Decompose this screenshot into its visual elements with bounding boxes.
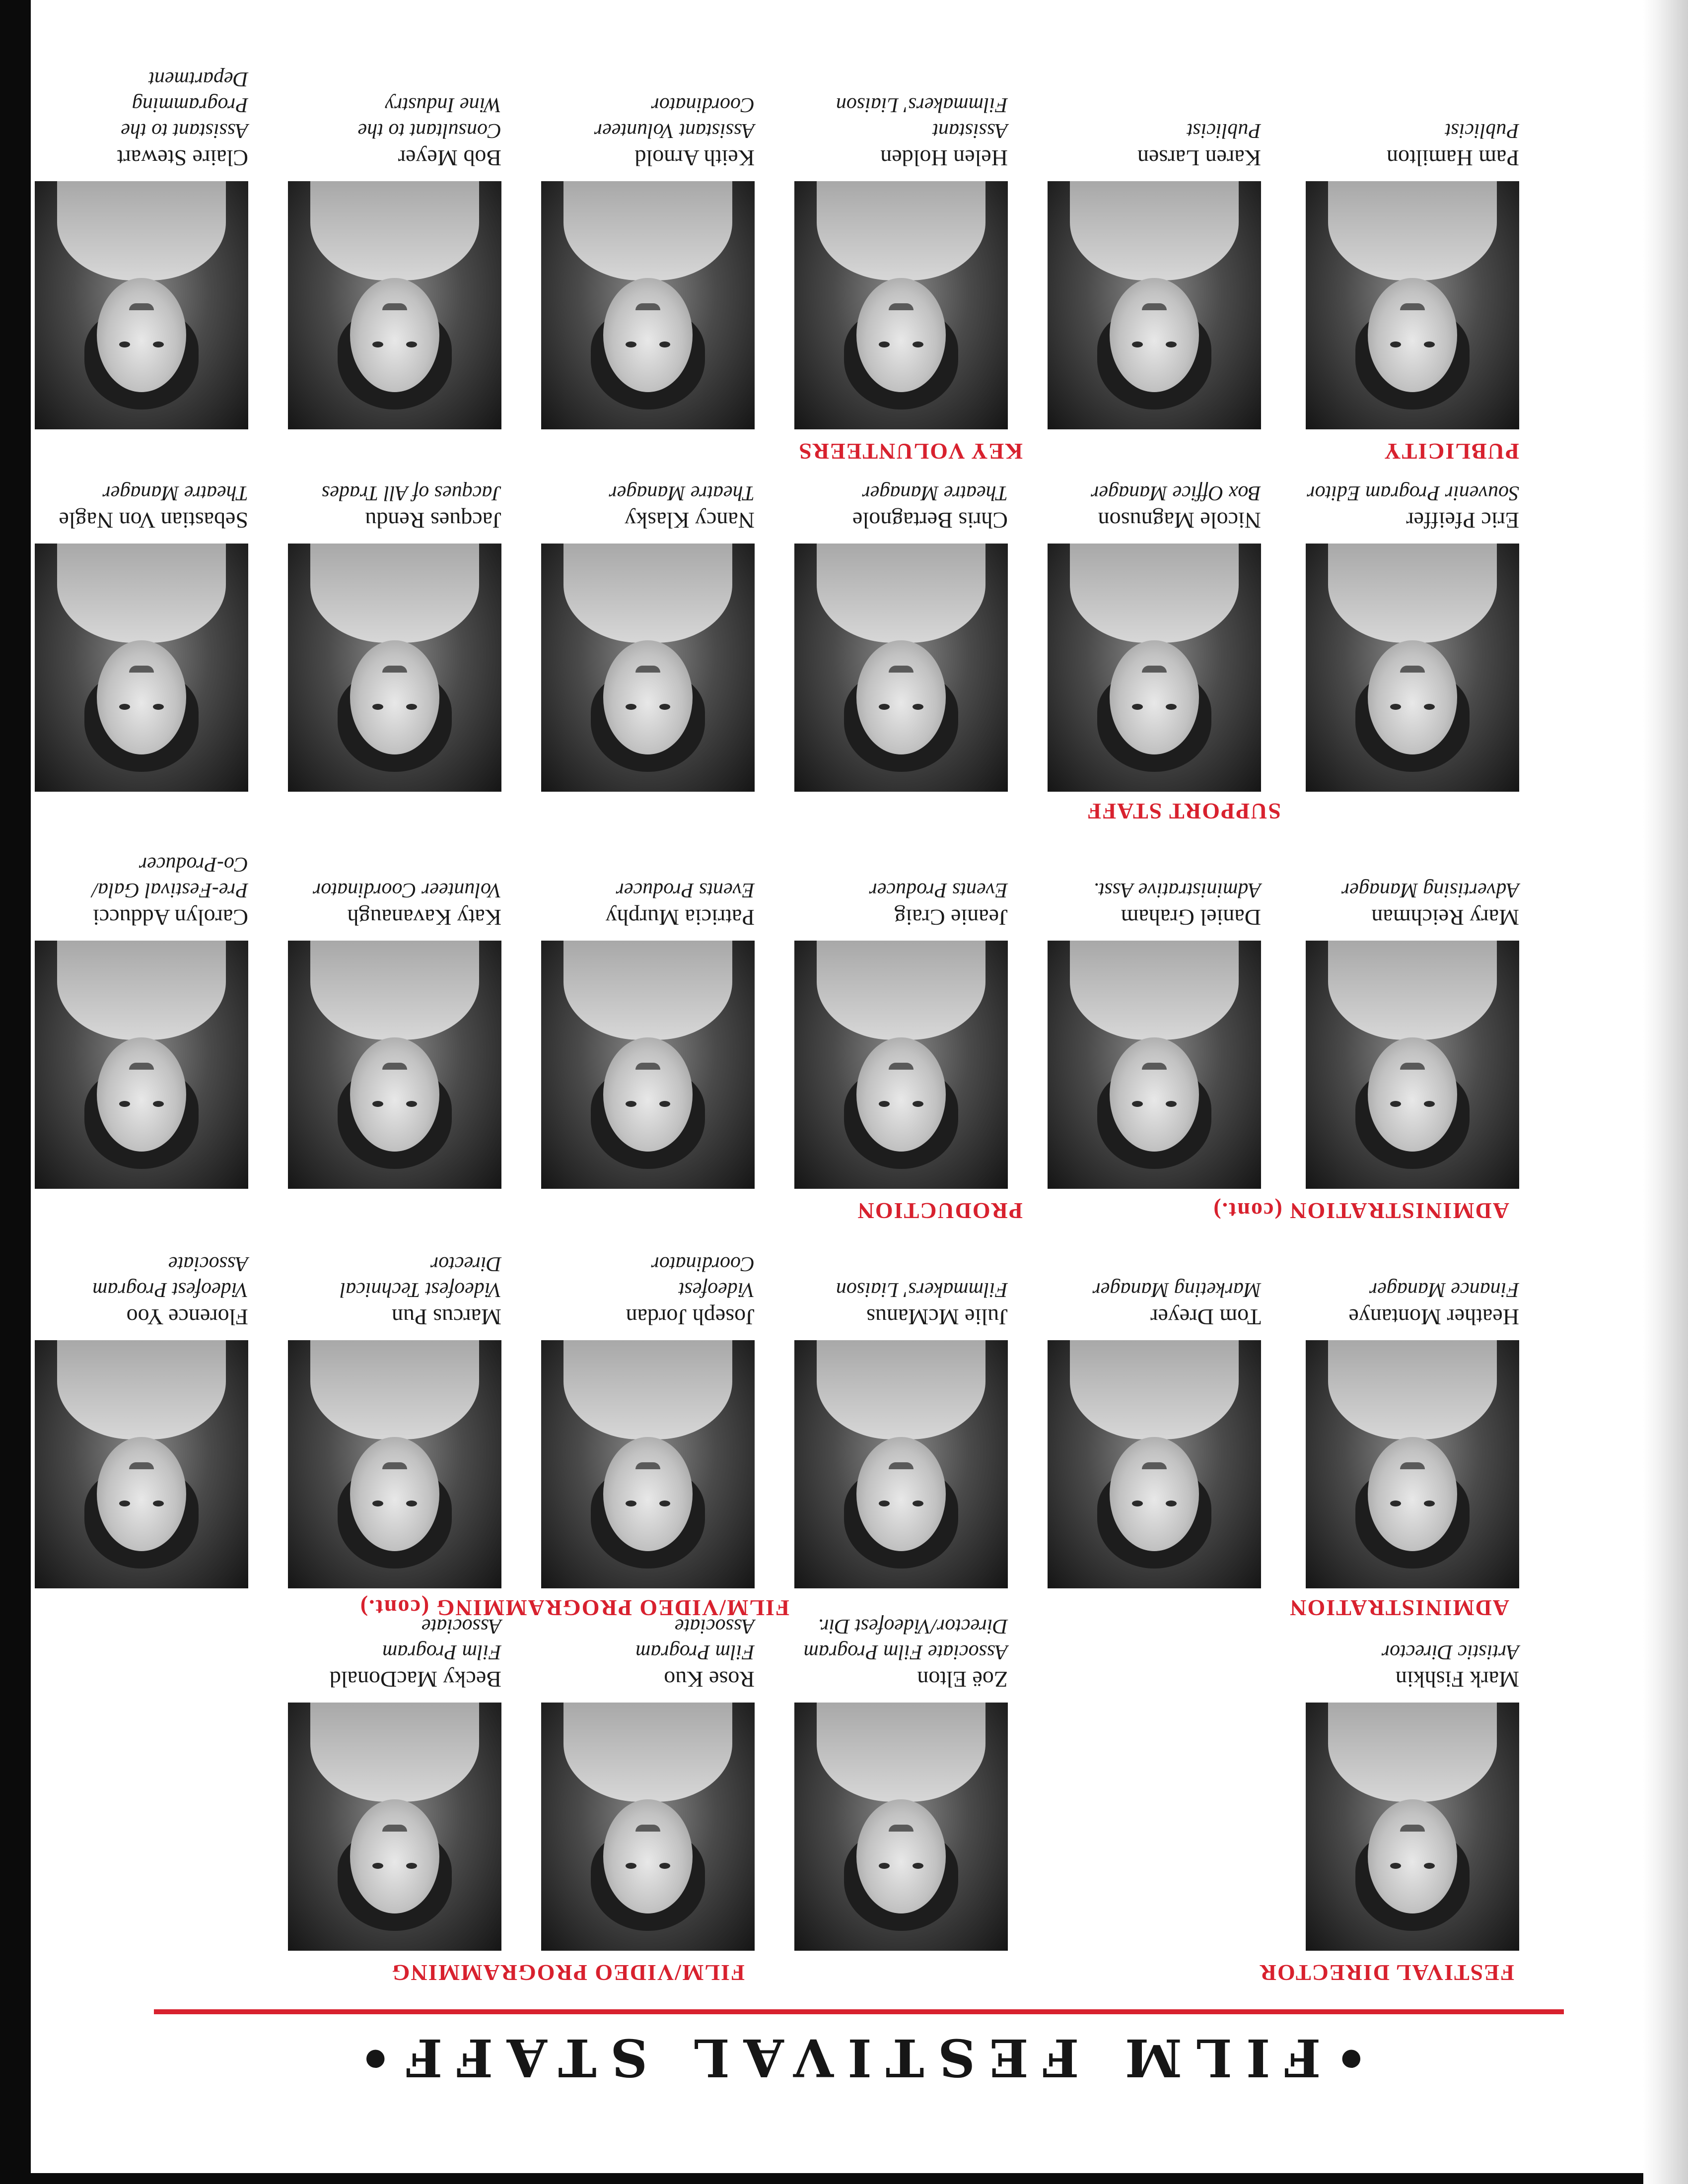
- portrait-head-shape: [603, 1799, 693, 1913]
- staff-name: Tom Dreyer: [1150, 1304, 1261, 1330]
- portrait-eye-shape: [1424, 1101, 1435, 1107]
- portrait-photo: [541, 181, 755, 429]
- portrait-eye-shape: [153, 1101, 164, 1107]
- portrait-torso-shape: [310, 941, 479, 1040]
- portrait-eye-shape: [1424, 1863, 1435, 1869]
- portrait-torso-shape: [1070, 544, 1239, 643]
- portrait-mouth-shape: [382, 1462, 407, 1469]
- portrait-mouth-shape: [635, 666, 660, 673]
- portrait-photo: [1306, 941, 1519, 1189]
- portrait-eye-shape: [372, 704, 383, 710]
- portrait-photo: [35, 544, 248, 792]
- portrait-eye-shape: [153, 704, 164, 710]
- portrait-head-shape: [350, 1799, 439, 1913]
- staff-name: Helen Holden: [880, 145, 1008, 171]
- portrait-eye-shape: [1424, 1501, 1435, 1506]
- portrait-mouth-shape: [129, 1063, 154, 1070]
- portrait-eye-shape: [406, 1501, 417, 1506]
- portrait-eye-shape: [1390, 1863, 1401, 1869]
- staff-name: Julie McManus: [866, 1304, 1008, 1330]
- staff-name: Keith Arnold: [634, 145, 755, 171]
- portrait-torso-shape: [57, 1340, 226, 1439]
- portrait-eye-shape: [1424, 704, 1435, 710]
- page-gutter-shadow: [1643, 0, 1688, 2184]
- portrait-eye-shape: [626, 1101, 636, 1107]
- staff-role: Videofest Technical: [340, 1278, 501, 1301]
- section-administration: ADMINISTRATION: [1289, 1595, 1509, 1621]
- portrait-eye-shape: [913, 1863, 923, 1869]
- staff-name: Karen Larsen: [1137, 145, 1261, 171]
- staff-role: Events Producer: [869, 879, 1008, 901]
- staff-name: Daniel Graham: [1121, 905, 1261, 930]
- section-production: PRODUCTION: [856, 1198, 1023, 1224]
- portrait-head-shape: [603, 278, 693, 392]
- staff-role: Events Producer: [616, 879, 755, 901]
- portrait-eye-shape: [1132, 1101, 1143, 1107]
- portrait-head-shape: [97, 640, 186, 754]
- portrait-eye-shape: [1166, 704, 1177, 710]
- portrait-mouth-shape: [1142, 1462, 1167, 1469]
- staff-name: Jacques Rendu: [365, 508, 501, 533]
- section-festival-director: FESTIVAL DIRECTOR: [1259, 1960, 1514, 1985]
- portrait-eye-shape: [659, 704, 670, 710]
- portrait-torso-shape: [563, 544, 732, 643]
- portrait-head-shape: [1368, 1437, 1457, 1551]
- portrait-eye-shape: [659, 1863, 670, 1869]
- title-rule: [154, 2009, 1564, 2014]
- portrait-mouth-shape: [635, 303, 660, 310]
- staff-name: Katy Kavanaugh: [347, 905, 501, 930]
- portrait-photo: [288, 1703, 501, 1951]
- portrait-torso-shape: [817, 544, 985, 643]
- section-film-video-programming-cont: FILM/VIDEO PROGRAMMING (cont.): [359, 1595, 789, 1621]
- portrait-eye-shape: [372, 1863, 383, 1869]
- staff-name: Mark Fishkin: [1395, 1667, 1519, 1692]
- portrait-mouth-shape: [1400, 1063, 1425, 1070]
- portrait-torso-shape: [563, 1340, 732, 1439]
- portrait-photo: [35, 181, 248, 429]
- staff-role: Assistant Volunteer: [594, 119, 755, 142]
- portrait-mouth-shape: [889, 1825, 914, 1832]
- portrait-eye-shape: [659, 1501, 670, 1506]
- section-key-volunteers: KEY VOLUNTEERS: [798, 439, 1023, 464]
- portrait-photo: [288, 181, 501, 429]
- portrait-torso-shape: [563, 181, 732, 280]
- portrait-photo: [541, 1703, 755, 1951]
- portrait-photo: [1306, 1340, 1519, 1588]
- section-administration-cont: ADMINISTRATION (cont.): [1212, 1198, 1509, 1224]
- staff-name: Pam Hamilton: [1386, 145, 1519, 171]
- portrait-torso-shape: [1328, 941, 1497, 1040]
- staff-name: Becky MacDonald: [329, 1667, 501, 1692]
- portrait-eye-shape: [406, 1101, 417, 1107]
- portrait-head-shape: [1368, 278, 1457, 392]
- portrait-torso-shape: [57, 544, 226, 643]
- portrait-mouth-shape: [889, 1462, 914, 1469]
- portrait-eye-shape: [1390, 704, 1401, 710]
- portrait-eye-shape: [626, 1863, 636, 1869]
- portrait-eye-shape: [119, 704, 130, 710]
- portrait-eye-shape: [372, 341, 383, 347]
- portrait-mouth-shape: [1400, 1825, 1425, 1832]
- portrait-torso-shape: [817, 1340, 985, 1439]
- portrait-eye-shape: [1132, 704, 1143, 710]
- portrait-eye-shape: [913, 341, 923, 347]
- staff-role: Artistic Director: [1381, 1640, 1519, 1663]
- portrait-eye-shape: [879, 1501, 890, 1506]
- portrait-eye-shape: [626, 341, 636, 347]
- staff-role: Theatre Manager: [609, 481, 755, 504]
- staff-name: Nicole Magnuson: [1098, 508, 1261, 533]
- portrait-head-shape: [856, 278, 946, 392]
- portrait-torso-shape: [817, 181, 985, 280]
- portrait-torso-shape: [563, 1703, 732, 1802]
- portrait-photo: [288, 544, 501, 792]
- staff-name: Mary Reichman: [1371, 905, 1519, 930]
- portrait-torso-shape: [310, 1703, 479, 1802]
- scan-edge-right: [0, 0, 31, 2184]
- portrait-head-shape: [1110, 278, 1199, 392]
- portrait-head-shape: [856, 1799, 946, 1913]
- portrait-mouth-shape: [889, 303, 914, 310]
- section-support-staff: SUPPORT STAFF: [1086, 799, 1281, 824]
- staff-name: Zoë Elton: [917, 1667, 1008, 1692]
- portrait-head-shape: [1110, 1037, 1199, 1152]
- staff-role: Assistant: [932, 119, 1008, 142]
- portrait-photo: [1048, 181, 1261, 429]
- staff-role: Associate: [675, 1615, 755, 1638]
- portrait-head-shape: [603, 1037, 693, 1152]
- portrait-eye-shape: [406, 704, 417, 710]
- portrait-torso-shape: [1070, 1340, 1239, 1439]
- portrait-mouth-shape: [635, 1462, 660, 1469]
- portrait-eye-shape: [913, 1101, 923, 1107]
- portrait-head-shape: [350, 1037, 439, 1152]
- portrait-torso-shape: [310, 544, 479, 643]
- staff-role: Coordinator: [651, 1252, 755, 1275]
- portrait-photo: [1306, 544, 1519, 792]
- portrait-photo: [541, 1340, 755, 1588]
- portrait-torso-shape: [1070, 181, 1239, 280]
- section-publicity: PUBLICITY: [1383, 439, 1519, 464]
- staff-role: Director/Videofest Dir.: [818, 1615, 1008, 1638]
- portrait-torso-shape: [563, 941, 732, 1040]
- staff-name: Sebastian Von Nagle: [59, 508, 248, 533]
- portrait-photo: [1306, 1703, 1519, 1951]
- portrait-photo: [1048, 941, 1261, 1189]
- portrait-eye-shape: [1390, 341, 1401, 347]
- portrait-mouth-shape: [1142, 1063, 1167, 1070]
- portrait-head-shape: [1368, 1799, 1457, 1913]
- portrait-eye-shape: [153, 1501, 164, 1506]
- portrait-mouth-shape: [382, 303, 407, 310]
- portrait-torso-shape: [1328, 1703, 1497, 1802]
- portrait-mouth-shape: [382, 1063, 407, 1070]
- portrait-torso-shape: [57, 181, 226, 280]
- portrait-eye-shape: [659, 1101, 670, 1107]
- staff-role: Programming: [132, 93, 248, 116]
- portrait-torso-shape: [57, 941, 226, 1040]
- staff-role: Assistant to the: [121, 119, 248, 142]
- portrait-photo: [1306, 181, 1519, 429]
- portrait-eye-shape: [1166, 1501, 1177, 1506]
- staff-role: Film Program: [635, 1640, 755, 1663]
- staff-role: Videofest: [678, 1278, 755, 1301]
- portrait-mouth-shape: [1142, 666, 1167, 673]
- staff-role: Consultant to the: [357, 119, 501, 142]
- portrait-eye-shape: [1390, 1501, 1401, 1506]
- portrait-torso-shape: [1328, 1340, 1497, 1439]
- staff-role: Publicist: [1445, 119, 1519, 142]
- portrait-eye-shape: [372, 1101, 383, 1107]
- staff-name: Claire Stewart: [117, 145, 248, 171]
- staff-role: Theatre Manager: [102, 481, 248, 504]
- staff-role: Publicist: [1187, 119, 1261, 142]
- portrait-torso-shape: [1328, 544, 1497, 643]
- portrait-mouth-shape: [1400, 303, 1425, 310]
- staff-name: Nancy Klasky: [625, 508, 755, 533]
- portrait-eye-shape: [153, 341, 164, 347]
- staff-role: Associate Film Program: [803, 1640, 1008, 1663]
- staff-name: Carolyn Adducci: [93, 905, 248, 930]
- portrait-eye-shape: [626, 704, 636, 710]
- staff-name: Marcus Pun: [391, 1304, 501, 1330]
- staff-role: Co-Producer: [139, 853, 248, 876]
- portrait-eye-shape: [879, 1101, 890, 1107]
- staff-name: Rose Kuo: [664, 1667, 755, 1692]
- portrait-photo: [794, 544, 1008, 792]
- portrait-eye-shape: [879, 341, 890, 347]
- portrait-mouth-shape: [1142, 303, 1167, 310]
- portrait-mouth-shape: [889, 666, 914, 673]
- portrait-head-shape: [1110, 1437, 1199, 1551]
- portrait-head-shape: [350, 1437, 439, 1551]
- portrait-head-shape: [1110, 640, 1199, 754]
- portrait-eye-shape: [913, 1501, 923, 1506]
- portrait-torso-shape: [1070, 941, 1239, 1040]
- portrait-torso-shape: [817, 1703, 985, 1802]
- staff-name: Patricia Murphy: [605, 905, 755, 930]
- portrait-torso-shape: [310, 181, 479, 280]
- portrait-eye-shape: [626, 1501, 636, 1506]
- page-title: •FILM FESTIVAL STAFF•: [345, 2027, 1368, 2088]
- portrait-mouth-shape: [635, 1825, 660, 1832]
- portrait-photo: [794, 1340, 1008, 1588]
- portrait-mouth-shape: [129, 303, 154, 310]
- portrait-photo: [794, 181, 1008, 429]
- portrait-mouth-shape: [889, 1063, 914, 1070]
- staff-role: Department: [148, 68, 248, 90]
- portrait-mouth-shape: [129, 666, 154, 673]
- portrait-mouth-shape: [1400, 666, 1425, 673]
- portrait-head-shape: [97, 278, 186, 392]
- portrait-head-shape: [350, 640, 439, 754]
- staff-role: Box Office Manager: [1091, 481, 1261, 504]
- staff-name: Florence Yoo: [126, 1304, 248, 1330]
- portrait-eye-shape: [119, 1501, 130, 1506]
- portrait-mouth-shape: [382, 666, 407, 673]
- staff-role: Marketing Manager: [1092, 1278, 1261, 1301]
- portrait-photo: [1048, 544, 1261, 792]
- staff-role: Souvenir Program Editor: [1307, 481, 1519, 504]
- portrait-photo: [794, 941, 1008, 1189]
- staff-role: Pre-Festival Gala/: [92, 879, 248, 901]
- portrait-head-shape: [603, 1437, 693, 1551]
- portrait-head-shape: [1368, 1037, 1457, 1152]
- portrait-head-shape: [97, 1437, 186, 1551]
- staff-role: Associate: [422, 1615, 501, 1638]
- portrait-head-shape: [603, 640, 693, 754]
- portrait-eye-shape: [1424, 341, 1435, 347]
- portrait-photo: [794, 1703, 1008, 1951]
- staff-name: Jeanie Craig: [894, 905, 1008, 930]
- portrait-torso-shape: [1328, 181, 1497, 280]
- staff-name: Bob Meyer: [398, 145, 501, 171]
- portrait-head-shape: [856, 1437, 946, 1551]
- portrait-eye-shape: [879, 704, 890, 710]
- portrait-eye-shape: [406, 1863, 417, 1869]
- portrait-eye-shape: [1132, 1501, 1143, 1506]
- portrait-eye-shape: [659, 341, 670, 347]
- staff-role: Director: [430, 1252, 501, 1275]
- portrait-eye-shape: [372, 1501, 383, 1506]
- portrait-head-shape: [856, 1037, 946, 1152]
- portrait-mouth-shape: [1400, 1462, 1425, 1469]
- portrait-head-shape: [1368, 640, 1457, 754]
- portrait-eye-shape: [1166, 1101, 1177, 1107]
- portrait-eye-shape: [913, 704, 923, 710]
- portrait-eye-shape: [1166, 341, 1177, 347]
- portrait-photo: [1048, 1340, 1261, 1588]
- staff-name: Eric Pfeiffer: [1406, 508, 1519, 533]
- staff-role: Filmmakers' Liaison: [836, 1278, 1008, 1301]
- portrait-photo: [35, 941, 248, 1189]
- staff-role: Associate: [168, 1252, 248, 1275]
- staff-name: Heather Montanye: [1348, 1304, 1519, 1330]
- staff-role: Advertising Manager: [1341, 879, 1519, 901]
- scan-edge-top: [0, 2173, 1688, 2184]
- portrait-photo: [35, 1340, 248, 1588]
- staff-role: Videofest Program: [92, 1278, 248, 1301]
- portrait-mouth-shape: [635, 1063, 660, 1070]
- staff-name: Joseph Jordan: [626, 1304, 755, 1330]
- section-film-video-programming: FILM/VIDEO PROGRAMMING: [391, 1960, 745, 1985]
- portrait-photo: [541, 544, 755, 792]
- portrait-eye-shape: [406, 341, 417, 347]
- staff-role: Jacques of All Trades: [321, 481, 501, 504]
- portrait-head-shape: [97, 1037, 186, 1152]
- staff-role: Wine Industry: [385, 93, 501, 116]
- portrait-eye-shape: [119, 1101, 130, 1107]
- staff-name: Chris Bertagnole: [852, 508, 1008, 533]
- portrait-head-shape: [856, 640, 946, 754]
- portrait-photo: [288, 941, 501, 1189]
- portrait-mouth-shape: [382, 1825, 407, 1832]
- portrait-eye-shape: [1390, 1101, 1401, 1107]
- portrait-torso-shape: [310, 1340, 479, 1439]
- portrait-eye-shape: [119, 341, 130, 347]
- portrait-photo: [288, 1340, 501, 1588]
- portrait-eye-shape: [879, 1863, 890, 1869]
- portrait-eye-shape: [1132, 341, 1143, 347]
- staff-role: Filmmakers' Liaison: [836, 93, 1008, 116]
- portrait-torso-shape: [817, 941, 985, 1040]
- portrait-head-shape: [350, 278, 439, 392]
- staff-role: Theatre Manager: [862, 481, 1008, 504]
- portrait-mouth-shape: [129, 1462, 154, 1469]
- staff-role: Coordinator: [651, 93, 755, 116]
- staff-role: Administrative Asst.: [1093, 879, 1261, 901]
- staff-role: Film Program: [382, 1640, 501, 1663]
- staff-role: Volunteer Coordinator: [313, 879, 501, 901]
- staff-role: Finance Manager: [1369, 1278, 1519, 1301]
- portrait-photo: [541, 941, 755, 1189]
